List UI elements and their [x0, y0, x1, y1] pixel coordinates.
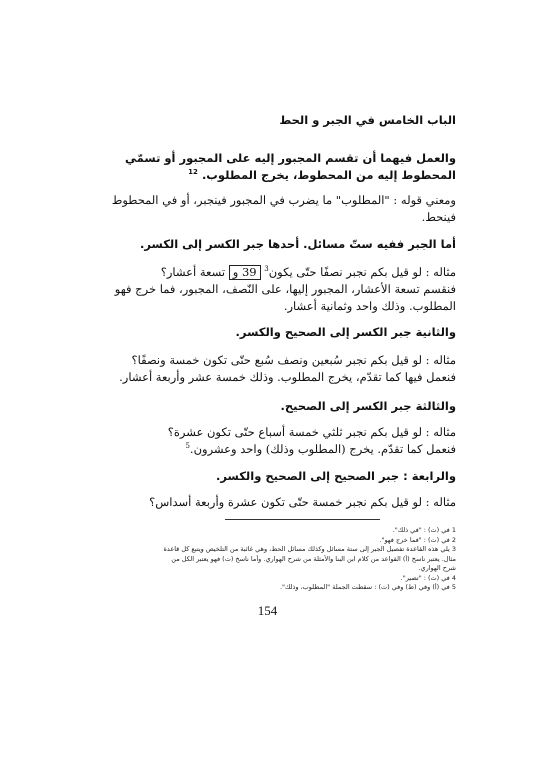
- intro-heading-text: والعمل فيهما أن تقسم المجبور إليه على المجبور أو تسمّي المحطوط إليه من المحطوط، يخرج المطلوب.: [125, 151, 456, 182]
- section-1-example-end: تسعة أعشار؟: [160, 265, 226, 279]
- section-3-heading: والثالثة جبر الكسر إلى الصحيح.: [280, 399, 456, 413]
- intro-footnote-ref-1: 1: [188, 168, 194, 177]
- section-4-example: مثاله : لو قيل بكم نجبر خمسة حتّى تكون عشرة وأربعة أسداس؟: [149, 495, 456, 509]
- footnote-4: 4 في (ت) : "تصير".: [400, 573, 456, 582]
- section-3-continuation-text: فنعمل كما تقدّم. يخرج (المطلوب وذلك) واحد وعشرون.: [189, 442, 456, 456]
- footnote-5: 5 في (أ) وفي (ط) وفي (ت) : سقطت الجملة "المطلوب، وذلك".: [279, 583, 456, 591]
- section-2-heading: والثانية جبر الكسر إلى الصحيح والكسر.: [235, 325, 456, 339]
- boxed-annotation: 39 و: [229, 265, 261, 280]
- footnote-ref-5: 5: [185, 442, 190, 451]
- footnote-ref-3: 3: [264, 265, 269, 274]
- section-3-continuation: [76, 441, 456, 458]
- section-2-continuation: فنعمل فيها كما تقدّم، يخرج المطلوب. وذلك خمسة عشر وأربعة أعشار.: [119, 370, 456, 384]
- intro-heading: [76, 150, 456, 184]
- footnote-2: 2 في (ت) : "فما خرج فهو".: [379, 535, 456, 544]
- section-1-example-start: مثاله : لو قيل بكم نجبر نصفًا حتّى يكون: [268, 265, 456, 279]
- footnote-3-line-3: شرح الهواري.: [418, 564, 456, 572]
- section-3-example: مثاله : لو قيل بكم نجبر ثلثي خمسة أسباع حتّى تكون عشرة؟: [167, 425, 456, 439]
- section-1-continuation: فنقسم تسعة الأعشار، المجبور إليها، على النّصف، المجبور، فما خرج فهو المطلوب. وذلك واحد وثمانية أعشار.: [114, 282, 456, 313]
- footnote-1: 1 في (ت) : "في ذلك".: [392, 526, 456, 534]
- section-1-heading: أما الجبر ففيه ستّ مسائل. أحدها جبر الكسر إلى الكسر.: [139, 237, 456, 251]
- footnotes: [76, 526, 456, 593]
- section-4-heading: والرابعة : جبر الصحيح إلى الصحيح والكسر.: [216, 469, 456, 483]
- footnote-3-line-2: مثال. يعتبر ناسخ (أ) القواعد من كلام ابن البنا والأمثلة من شرح الهواري. وأما ناسخ (ت) فهو يعتبر الكل من: [171, 554, 456, 563]
- chapter-title: الباب الخامس في الجبر و الحط: [279, 113, 456, 127]
- intro-footnote-ref-2: 2: [193, 168, 198, 177]
- footnote-3: 3 يلي هذه القاعدة تفصيل الجبر إلى ستة مسائل وكذلك مسائل الحط، وهي غائبة من التلخيص ويتبع كل قاعدة: [163, 545, 456, 553]
- footnote-divider: [225, 519, 380, 520]
- meaning-paragraph: ومعني قوله : "المطلوب" ما يضرب في المجبور فينجبر، أو في المحطوط فينحط.: [111, 193, 456, 224]
- section-1-example: [76, 264, 456, 281]
- page-number: 154: [257, 603, 278, 618]
- section-2-example: مثاله : لو قيل بكم نجبر سُبعين ونصف سُبع حتّى تكون خمسة ونصفًا؟: [131, 353, 456, 367]
